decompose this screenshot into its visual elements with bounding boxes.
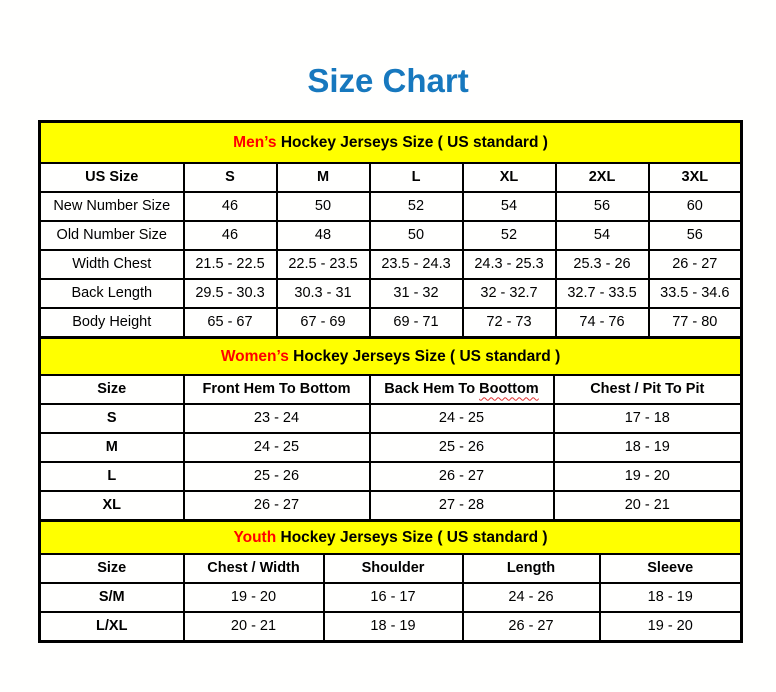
column-header: 3XL [649, 163, 742, 192]
table-row [40, 462, 742, 491]
heading-text: Hockey Jerseys Size ( US standard ) [276, 528, 548, 546]
table-row [40, 250, 742, 279]
womens-size-table [38, 336, 743, 522]
column-header: Size [40, 375, 184, 404]
table-cell: 30.3 - 31 [277, 279, 370, 308]
row-label: Old Number Size [40, 221, 184, 250]
table-cell: 50 [277, 192, 370, 221]
table-cell: 74 - 76 [556, 308, 649, 338]
table-cell: 29.5 - 30.3 [184, 279, 277, 308]
table-cell: 26 - 27 [370, 462, 554, 491]
table-cell: 18 - 19 [324, 612, 463, 642]
misspelled-word: Boottom [479, 381, 539, 398]
heading-text: Hockey Jerseys Size ( US standard ) [288, 347, 561, 365]
table-cell: 19 - 20 [600, 612, 742, 642]
column-header: Length [463, 554, 600, 583]
column-header-row [40, 375, 742, 404]
row-label: New Number Size [40, 192, 184, 221]
table-cell: 23.5 - 24.3 [370, 250, 463, 279]
column-header: US Size [40, 163, 184, 192]
column-header: L [370, 163, 463, 192]
table-cell: 32 - 32.7 [463, 279, 556, 308]
table-cell: 25 - 26 [370, 433, 554, 462]
table-row [40, 433, 742, 462]
table-cell: 20 - 21 [554, 491, 742, 521]
table-cell: 19 - 20 [554, 462, 742, 491]
table-cell: 56 [556, 192, 649, 221]
table-row [40, 491, 742, 521]
table-cell: 24 - 25 [184, 433, 370, 462]
table-cell: 52 [370, 192, 463, 221]
column-header: Sleeve [600, 554, 742, 583]
table-cell: 22.5 - 23.5 [277, 250, 370, 279]
table-cell: 46 [184, 221, 277, 250]
table-row [40, 279, 742, 308]
table-cell: 20 - 21 [184, 612, 324, 642]
heading-highlight: Youth [233, 528, 277, 546]
row-label: M [40, 433, 184, 462]
row-label: S/M [40, 583, 184, 612]
table-cell: 27 - 28 [370, 491, 554, 521]
table-row [40, 192, 742, 221]
womens-heading-row [40, 338, 742, 376]
column-header: Chest / Width [184, 554, 324, 583]
table-cell: 16 - 17 [324, 583, 463, 612]
table-row [40, 221, 742, 250]
table-cell: 26 - 27 [184, 491, 370, 521]
column-header: Back Hem To Boottom [370, 375, 554, 404]
table-row [40, 404, 742, 433]
table-cell: 69 - 71 [370, 308, 463, 338]
table-row [40, 308, 742, 338]
table-cell: 25.3 - 26 [556, 250, 649, 279]
heading-highlight: Men’s [233, 133, 277, 151]
column-header-row [40, 163, 742, 192]
row-label: Width Chest [40, 250, 184, 279]
table-cell: 65 - 67 [184, 308, 277, 338]
table-row [40, 612, 742, 642]
row-label: S [40, 404, 184, 433]
table-cell: 32.7 - 33.5 [556, 279, 649, 308]
table-cell: 46 [184, 192, 277, 221]
heading-text: Hockey Jerseys Size ( US standard ) [276, 133, 548, 151]
column-header: XL [463, 163, 556, 192]
column-header: Chest / Pit To Pit [554, 375, 742, 404]
table-cell: 24 - 26 [463, 583, 600, 612]
table-cell: 50 [370, 221, 463, 250]
heading-highlight: Women’s [220, 347, 289, 365]
column-header: 2XL [556, 163, 649, 192]
table-cell: 54 [556, 221, 649, 250]
table-cell: 18 - 19 [600, 583, 742, 612]
table-cell: 33.5 - 34.6 [649, 279, 742, 308]
column-header: Front Hem To Bottom [184, 375, 370, 404]
table-cell: 56 [649, 221, 742, 250]
table-cell: 52 [463, 221, 556, 250]
table-cell: 67 - 69 [277, 308, 370, 338]
column-header: Size [40, 554, 184, 583]
column-header: S [184, 163, 277, 192]
table-cell: 77 - 80 [649, 308, 742, 338]
youth-size-table [38, 519, 743, 643]
row-label: L/XL [40, 612, 184, 642]
table-cell: 24.3 - 25.3 [463, 250, 556, 279]
table-cell: 21.5 - 22.5 [184, 250, 277, 279]
table-cell: 54 [463, 192, 556, 221]
table-row [40, 583, 742, 612]
size-chart [38, 120, 740, 643]
mens-heading-row [40, 122, 742, 164]
row-label: L [40, 462, 184, 491]
table-cell: 48 [277, 221, 370, 250]
table-cell: 26 - 27 [463, 612, 600, 642]
column-header-row [40, 554, 742, 583]
youth-section-heading [40, 521, 742, 555]
page-title: Size Chart [307, 62, 469, 99]
table-cell: 17 - 18 [554, 404, 742, 433]
table-cell: 72 - 73 [463, 308, 556, 338]
youth-heading-row [40, 521, 742, 555]
table-cell: 18 - 19 [554, 433, 742, 462]
table-cell: 24 - 25 [370, 404, 554, 433]
mens-section-heading [40, 122, 742, 164]
column-header: Shoulder [324, 554, 463, 583]
table-cell: 23 - 24 [184, 404, 370, 433]
table-cell: 25 - 26 [184, 462, 370, 491]
row-label: Body Height [40, 308, 184, 338]
table-cell: 26 - 27 [649, 250, 742, 279]
womens-section-heading [40, 338, 742, 376]
column-header: M [277, 163, 370, 192]
table-cell: 31 - 32 [370, 279, 463, 308]
row-label: Back Length [40, 279, 184, 308]
row-label: XL [40, 491, 184, 521]
table-cell: 60 [649, 192, 742, 221]
mens-size-table [38, 120, 743, 339]
table-cell: 19 - 20 [184, 583, 324, 612]
